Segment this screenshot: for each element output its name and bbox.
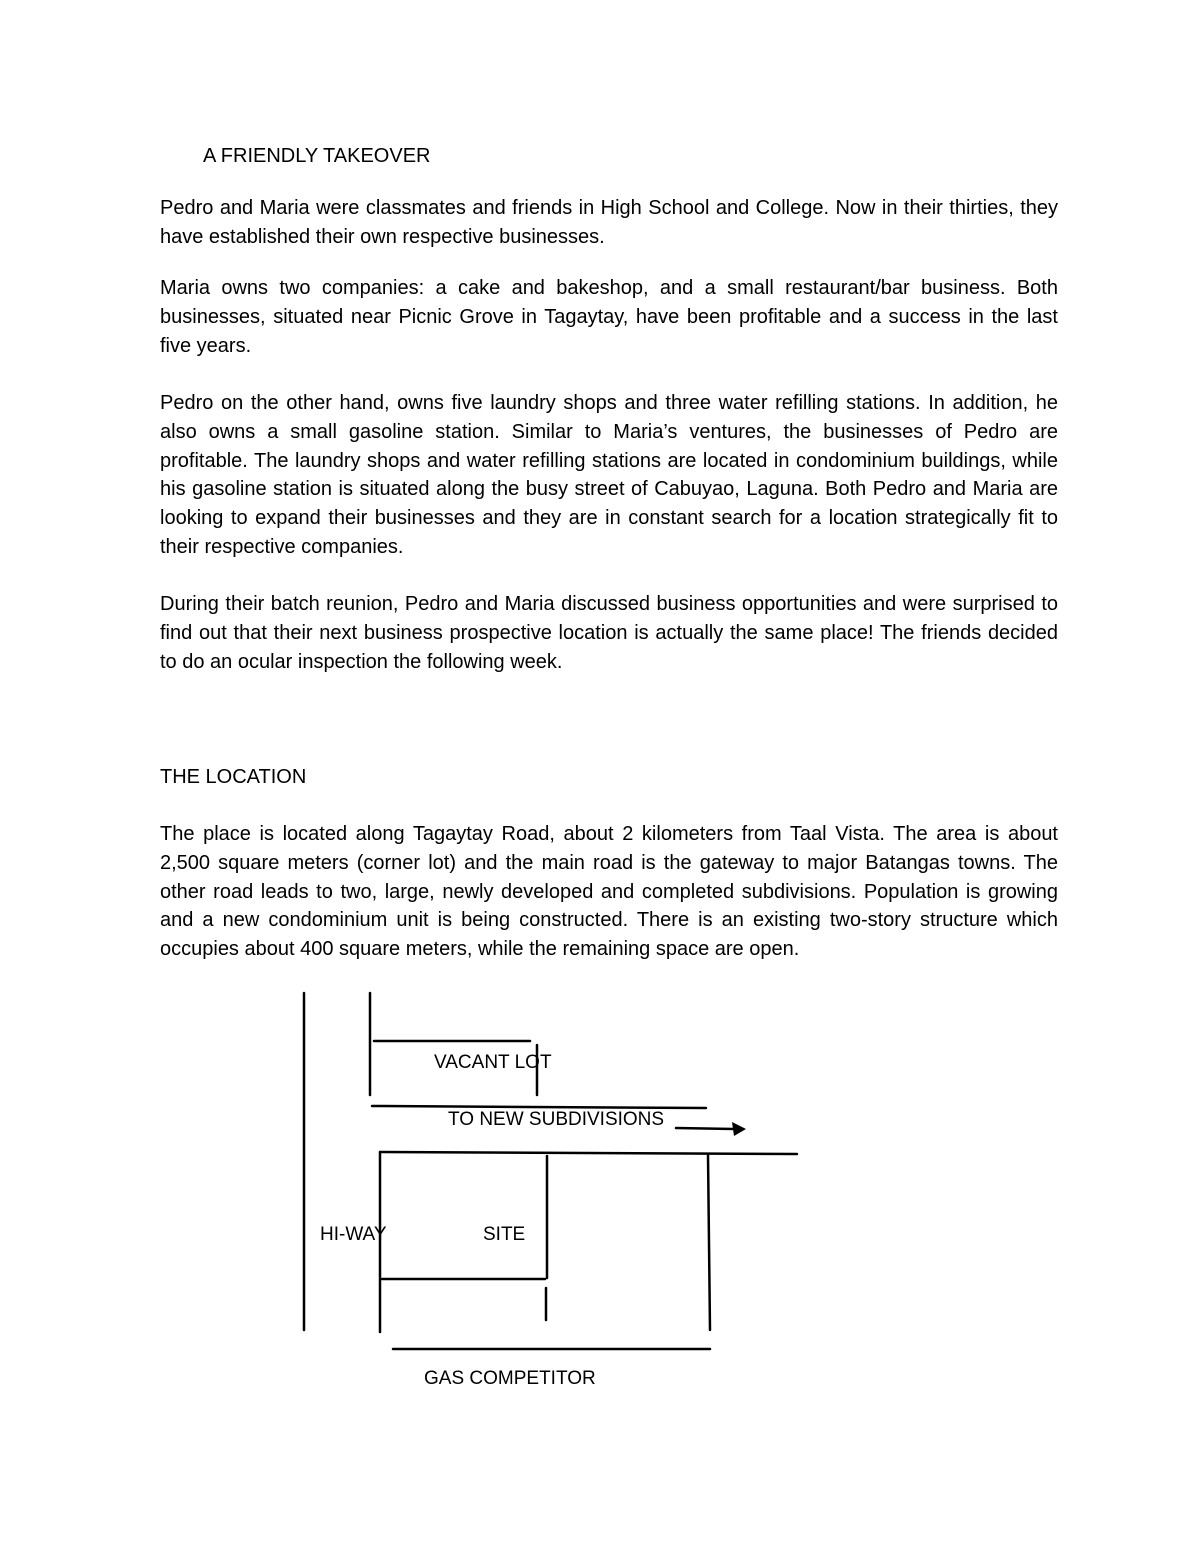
paragraph-maria: Maria owns two companies: a cake and bakeshop, and a small restaurant/bar business. Both businesses, situated near Picnic Grove in Tagaytay, have been profitable and a success in the last five years. [160, 277, 1058, 357]
document-title: A FRIENDLY TAKEOVER [203, 145, 431, 167]
hi-way-label: HI-WAY [320, 1224, 387, 1245]
paragraph-reunion: During their batch reunion, Pedro and Maria discussed business opportunities and were surprised to find out that their next business prospective location is actually the same place! The friends decided to do an ocular inspection the following week. [160, 593, 1058, 673]
paragraph-intro: Pedro and Maria were classmates and friends in High School and College. Now in their thirties, they have established their own respective businesses. [160, 197, 1058, 248]
paragraph-location: The place is located along Tagaytay Road, about 2 kilometers from Taal Vista. The area is about 2,500 square meters (corner lot) and the main road is the gateway to major Batangas towns. The other road leads to two, large, newly developed and completed subdivisions. Population is growing and a new condominium unit is being constructed. There is an existing two-story structure which occupies about 400 square meters, while the remaining space are open. [160, 823, 1058, 961]
site-right-edge [708, 1155, 710, 1330]
arrow-right-icon [732, 1122, 746, 1136]
paragraph-pedro: Pedro on the other hand, owns five laundry shops and three water refilling stations. In addition, he also owns a small gasoline station. Similar to Maria’s ventures, the businesses of Pedro are profitable. The laundry shops and water refilling stations are located in condominium buildings, while his gasoline station is situated along the busy street of Cabuyao, Laguna. Both Pedro and Maria are looking to expand their businesses and they are in constant search for a location strategically fit to their respective companies. [160, 392, 1058, 558]
site-label: SITE [483, 1224, 526, 1245]
vacant-lot-label: VACANT LOT [434, 1052, 552, 1073]
arrow-shaft [676, 1128, 734, 1129]
gas-competitor-label: GAS COMPETITOR [424, 1368, 596, 1389]
to-new-subdivisions-label: TO NEW SUBDIVISIONS [448, 1109, 665, 1130]
location-heading: THE LOCATION [160, 766, 307, 788]
subdivision-road-lower-edge [380, 1152, 797, 1154]
